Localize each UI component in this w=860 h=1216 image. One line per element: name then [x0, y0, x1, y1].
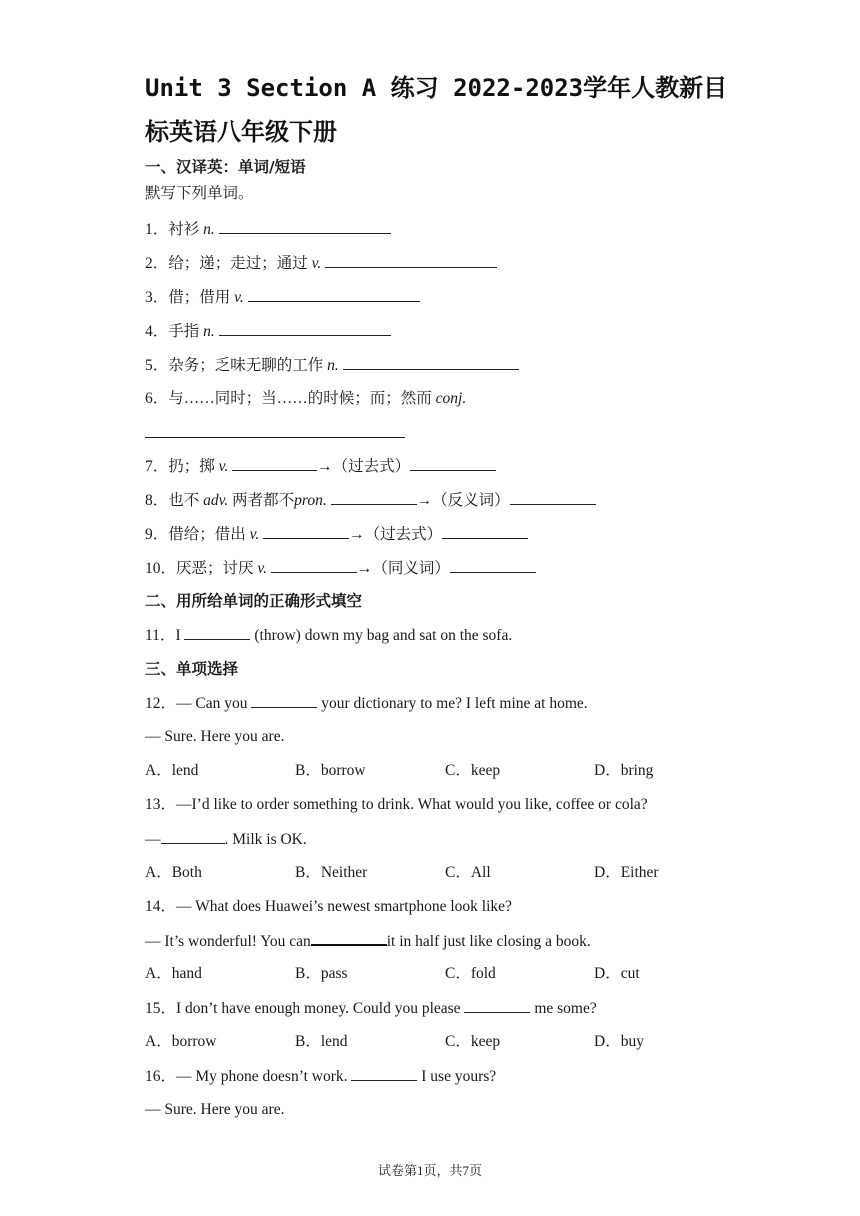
question-6: 6．与……同时；当……的时候；而；然而 conj.: [145, 390, 467, 407]
answer-blank[interactable]: [161, 829, 225, 844]
option-c[interactable]: C．All: [445, 864, 491, 881]
page-title-line2: 标英语八年级下册: [145, 118, 337, 146]
answer-blank[interactable]: [251, 693, 317, 708]
section2-heading: 二、用所给单词的正确形式填空: [145, 592, 363, 610]
question-16-reply: — Sure. Here you are.: [145, 1101, 285, 1118]
option-a[interactable]: A．hand: [145, 965, 202, 982]
option-d[interactable]: D．Either: [594, 864, 659, 881]
question-13: 13．—I’d like to order something to drink. What would you like, coffee or cola?: [145, 796, 648, 813]
question-12: 12．— Can you your dictionary to me? I left mine at home.: [145, 695, 588, 712]
option-c[interactable]: C．keep: [445, 1033, 501, 1050]
answer-blank[interactable]: [219, 219, 391, 234]
page-footer: 试卷第1页，共7页: [377, 1163, 482, 1178]
section1-instruction: 默写下列单词。: [145, 185, 254, 202]
option-b[interactable]: B．lend: [295, 1033, 348, 1050]
answer-blank[interactable]: [219, 321, 391, 336]
option-c[interactable]: C．fold: [445, 965, 496, 982]
answer-blank[interactable]: [184, 625, 250, 640]
option-d[interactable]: D．buy: [594, 1033, 644, 1050]
question-10: 10．厌恶；讨厌 v. →（同义词）: [145, 558, 536, 579]
option-d[interactable]: D．cut: [594, 965, 640, 982]
page-title-line1: Unit 3 Section A 练习 2022-2023学年人教新目: [145, 74, 728, 102]
answer-blank[interactable]: [351, 1066, 417, 1081]
question-2: 2．给；递；走过；通过 v.: [145, 253, 497, 274]
option-b[interactable]: B．Neither: [295, 864, 368, 881]
question-11: 11．I (throw) down my bag and sat on the sofa.: [145, 627, 513, 644]
answer-blank[interactable]: [271, 558, 357, 573]
answer-blank[interactable]: [145, 423, 405, 438]
answer-blank[interactable]: [442, 524, 528, 539]
question-3: 3．借；借用 v.: [145, 287, 420, 308]
answer-blank[interactable]: [510, 490, 596, 505]
question-14: 14．— What does Huawei’s newest smartphone look like?: [145, 898, 512, 915]
option-a[interactable]: A．borrow: [145, 1033, 217, 1050]
answer-blank[interactable]: [311, 930, 387, 946]
question-12-reply: — Sure. Here you are.: [145, 728, 285, 745]
question-14-reply: — It’s wonderful! You can it in half just like closing a book.: [145, 930, 591, 952]
question-16: 16．— My phone doesn’t work. I use yours?: [145, 1068, 497, 1085]
answer-blank[interactable]: [331, 490, 417, 505]
question-6-answer-line: [145, 423, 405, 444]
option-c[interactable]: C．keep: [445, 762, 501, 779]
answer-blank[interactable]: [450, 558, 536, 573]
question-5: 5．杂务；乏味无聊的工作 n.: [145, 355, 519, 376]
option-a[interactable]: A．Both: [145, 864, 202, 881]
question-7: 7．扔；掷 v. →（过去式）: [145, 456, 496, 477]
option-d[interactable]: D．bring: [594, 762, 654, 779]
answer-blank[interactable]: [325, 253, 497, 268]
question-1: 1．衬衫 n.: [145, 219, 391, 240]
question-8: 8．也不 adv. 两者都不pron. →（反义词）: [145, 490, 596, 511]
answer-blank[interactable]: [410, 456, 496, 471]
answer-blank[interactable]: [248, 287, 420, 302]
question-15: 15．I don’t have enough money. Could you please me some?: [145, 1000, 597, 1017]
question-9: 9．借给；借出 v. →（过去式）: [145, 524, 528, 545]
option-b[interactable]: B．borrow: [295, 762, 366, 779]
question-13-reply: — . Milk is OK.: [145, 831, 307, 848]
answer-blank[interactable]: [343, 355, 519, 370]
option-b[interactable]: B．pass: [295, 965, 348, 982]
section3-heading: 三、单项选择: [145, 660, 239, 678]
option-a[interactable]: A．lend: [145, 762, 199, 779]
answer-blank[interactable]: [263, 524, 349, 539]
answer-blank[interactable]: [232, 456, 317, 471]
answer-blank[interactable]: [464, 998, 530, 1013]
question-4: 4．手指 n.: [145, 321, 391, 342]
section1-heading: 一、汉译英：单词/短语: [145, 158, 306, 176]
